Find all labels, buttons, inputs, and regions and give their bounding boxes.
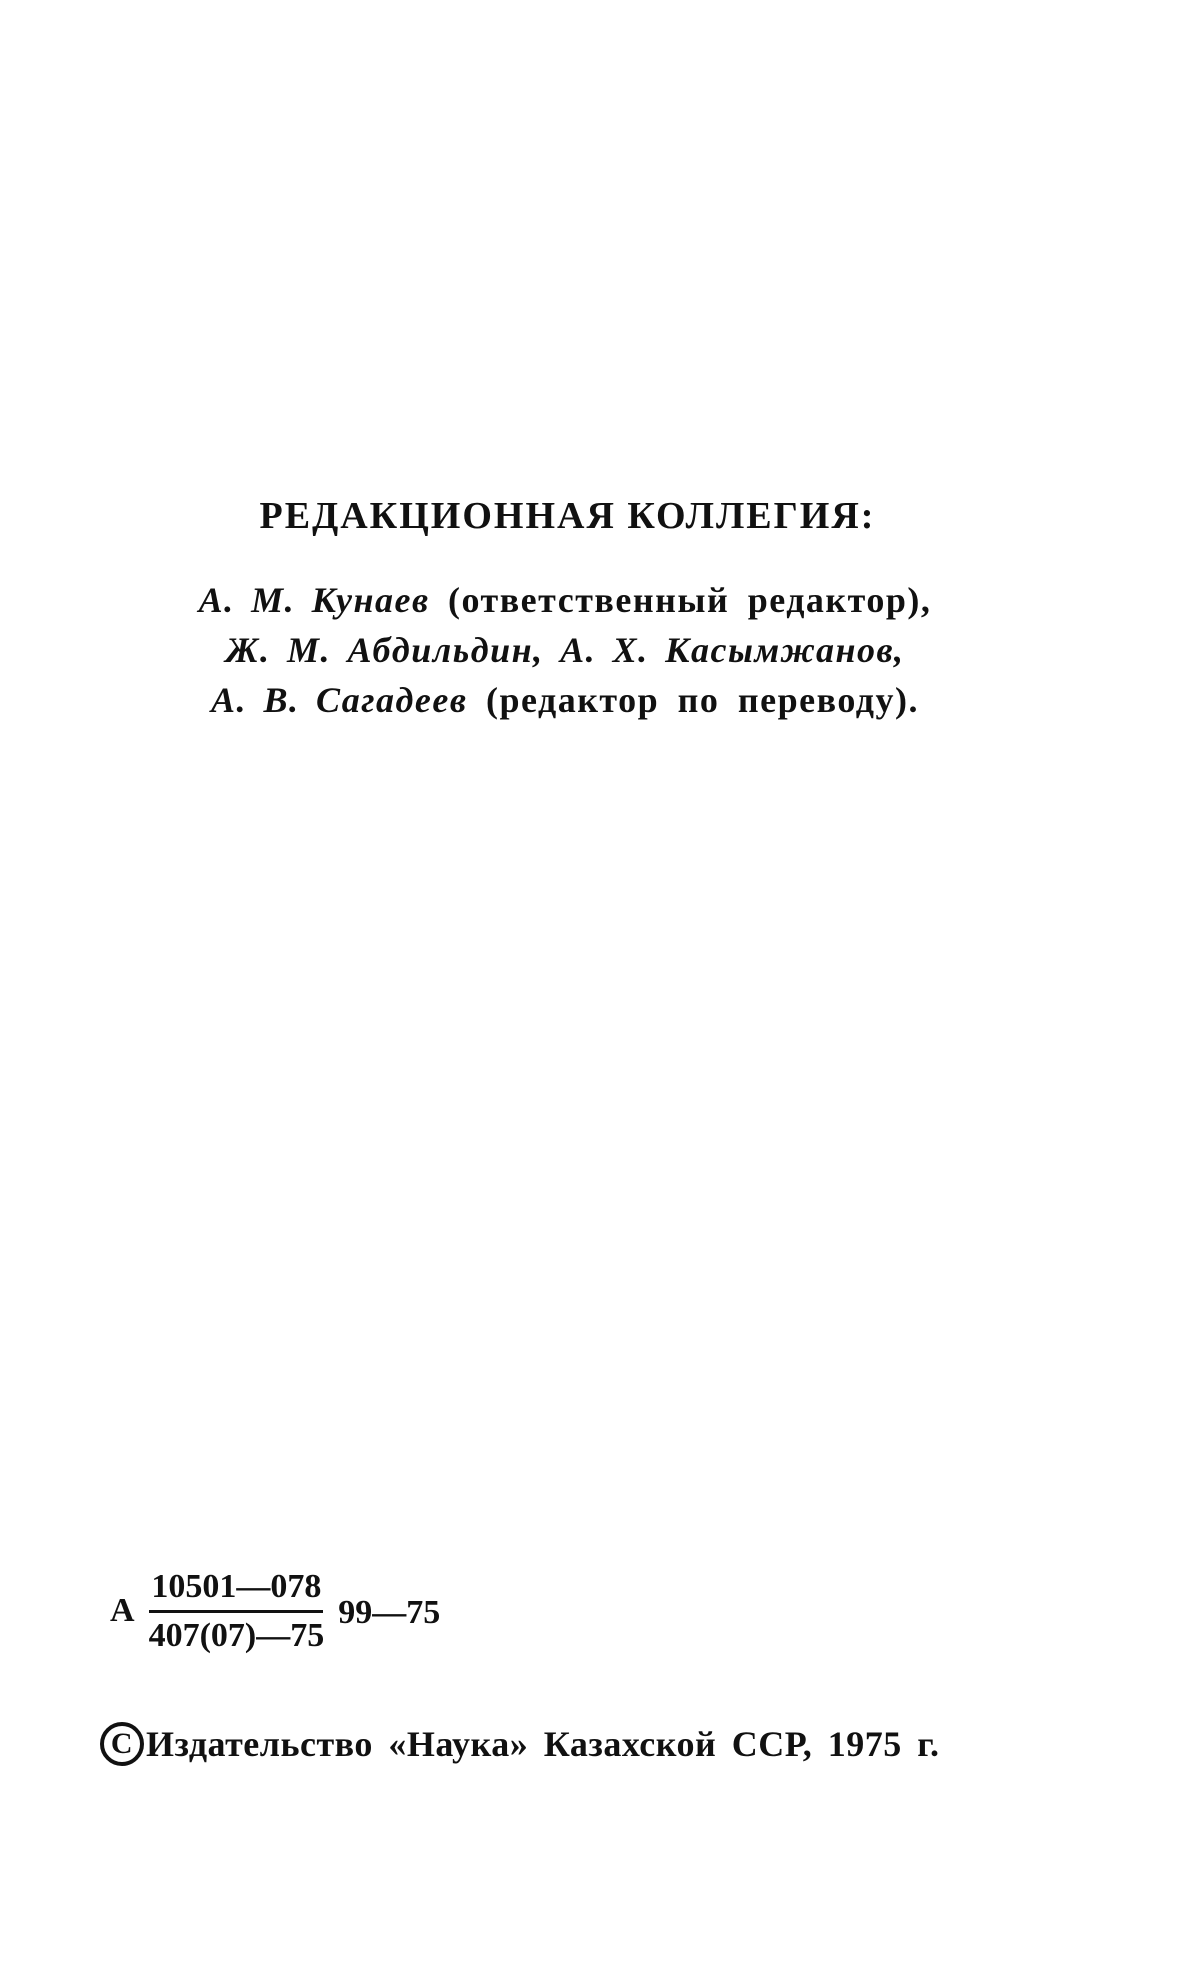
board-member-name: А. М. Кунаев [198,580,430,620]
board-member-line [0,675,1130,725]
publication-index [110,1556,440,1666]
board-member-name: А. В. Сагадеев [210,680,468,720]
copyright-line [100,1722,940,1766]
index-numerator: 10501—078 [149,1568,323,1613]
board-member-role: (ответственный редактор), [429,580,932,620]
board-member-name: Ж. М. Абдильдин, А. Х. Касымжанов, [225,630,905,670]
board-member-role: (редактор по переводу). [467,680,919,720]
index-letter: А [110,1592,135,1629]
editorial-board-members [0,575,1130,725]
index-code: 99—75 [338,1594,441,1631]
index-fraction [147,1568,327,1655]
copyright-text: Издательство «Наука» Казахской ССР, 1975 г. [146,1724,940,1764]
editorial-board-heading: РЕДАКЦИОННАЯ КОЛЛЕГИЯ: [259,495,876,537]
index-denominator: 407(07)—75 [148,1616,325,1654]
board-member-line [0,625,1130,675]
board-member-line [0,575,1130,625]
copyright-icon: C [100,1722,144,1766]
